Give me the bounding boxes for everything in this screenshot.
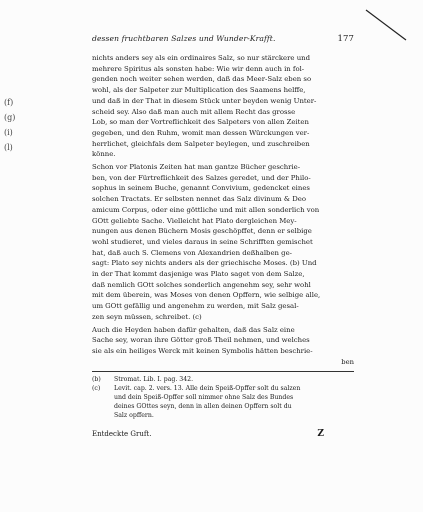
body-line: wohl, als der Salpeter zur Multiplication des Saamens helffe, [92, 86, 306, 95]
footnote-line: Stromat. Lib. I. pag. 342. [114, 375, 194, 383]
body-line: wohl studieret, und vieles daraus in seine Schrifften gemischet [92, 237, 313, 246]
body-text [92, 53, 354, 357]
footnote-line: deines GOttes seyn, denn in allen deinen Opffern solt du [114, 402, 292, 410]
running-head-title: dessen fruchtbaren Salzes und Wunder-Krafft. [92, 34, 276, 43]
signature-mark: Z [317, 428, 324, 439]
footnote [92, 375, 354, 384]
body-line: könne. [92, 150, 116, 159]
body-line: mehrere Spiritus als sonsten habe: Wie wir denn auch in fol- [92, 64, 305, 73]
footnote-mark: (b) [92, 375, 101, 383]
body-line: nungen aus denen Büchern Mosis geschöpffet, denn er selbige [92, 227, 312, 236]
body-line: ben, von der Fürtreflichkeit des Salzes geredet, und der Philo- [92, 173, 311, 182]
body-line: mit dem überein, was Moses von denen Opffern, wie selbige alle, [92, 291, 321, 300]
footnote-line: Levit. cap. 2. vers. 13. Alle dein Speiß-Opffer solt du salzen [114, 384, 301, 392]
body-line: Lob, so man der Vortreflichkeit des Salpeters von allen Zeiten [92, 118, 309, 127]
footnote-line: Salz opffern. [114, 411, 154, 419]
body-line: daß nemlich GOtt solches sonderlich angenehm sey, sehr wohl [92, 280, 311, 289]
body-line: scheid sey. Also daß man auch mit allem Recht das grosse [92, 107, 296, 116]
body-line: genden noch weiter sehen werden, daß das Meer-Salz eben so [92, 75, 312, 84]
body-line: hat, daß auch S. Clemens von Alexandrien deßhalben ge- [92, 248, 292, 257]
body-line: sophus in seinem Buche, genannt Convivium, gedencket eines [92, 184, 310, 193]
body-line: um GOtt gefällig und angenehm zu werden, mit Salz gesal- [92, 302, 299, 311]
running-head [92, 34, 354, 50]
margin-mark: (l) [4, 143, 13, 152]
footnote [92, 384, 354, 420]
margin-mark: (f) [4, 98, 14, 107]
margin-mark: (g) [4, 113, 16, 122]
body-line: gegeben, und den Ruhm, womit man dessen Würckungen ver- [92, 128, 310, 137]
body-line: nichts anders sey als ein ordinaires Salz, so nur stärckere und [92, 54, 310, 62]
book-title-signature-line: Entdeckte Gruft. [92, 429, 152, 438]
margin-mark: (i) [4, 128, 13, 137]
left-margin-marks [4, 95, 18, 155]
body-line: sagt: Plato sey nichts anders als der griechische Moses. (b) Und [92, 259, 317, 268]
footnote-text [114, 375, 354, 384]
body-line: und daß in der That in diesem Stück unter beyden wenig Unter- [92, 96, 317, 105]
page-bottom-line [92, 429, 324, 439]
body-line: Sache sey, woran ihre Götter groß Theil nehmen, und welches [92, 336, 310, 345]
body-line: sie als ein heiliges Werck mit keinen Symbolis hätten beschrie- [92, 346, 313, 355]
body-line: herrlichet, gleichfals dem Salpeter beylegen, und zuschreiben [92, 139, 310, 148]
footnote-line: und dein Speiß-Opffer soll nimmer ohne Salz des Bundes [114, 393, 294, 401]
footnote-mark: (c) [92, 384, 101, 392]
page-corner-fold-mark [360, 6, 410, 44]
catchword: ben [341, 357, 354, 366]
body-line: zen seyn müssen, schreibet. (c) [92, 312, 202, 321]
footnote-rule [92, 371, 354, 372]
footnotes [92, 375, 354, 420]
body-line: in der That kommt dasjenige was Plato saget von dem Salze, [92, 270, 305, 279]
footnote-text [114, 384, 354, 420]
text-block [92, 34, 354, 439]
body-line: Auch die Heyden haben dafür gehalten, daß das Salz eine [92, 325, 295, 334]
body-line: GOtt geliebte Sache. Vielleicht hat Plato dergleichen Mey- [92, 216, 297, 225]
body-line: Schon vor Platonis Zeiten hat man gantze Bücher geschrie- [92, 163, 301, 172]
body-line: amicum Corpus, oder eine göttliche und mit allen sonderlich von [92, 205, 320, 214]
body-line: solchen Tractats. Er selbsten nennet das Salz divinum & Deo [92, 195, 306, 204]
page-number: 177 [337, 34, 354, 44]
